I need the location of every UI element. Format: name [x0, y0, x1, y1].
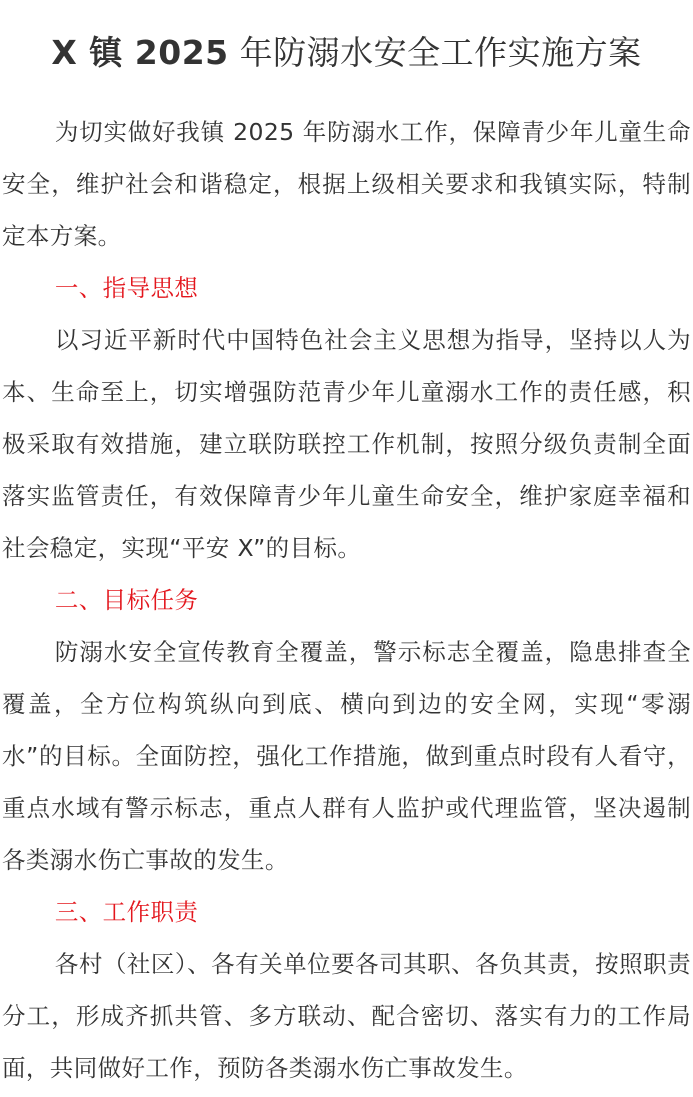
document-title [2, 0, 691, 85]
document-body [2, 106, 691, 1094]
section-heading-goals-tasks: 二、目标任务 [54, 586, 199, 614]
section-heading-guiding-ideology: 一、指导思想 [54, 274, 199, 302]
section-body-responsibilities: 各村（社区）、各有关单位要各司其职、各负其责，按照职责分工，形成齐抓共管、多方联动、配合密切、落实有力的工作局面，共同做好工作，预防各类溺水伤亡事故发生。 [2, 950, 691, 1082]
section-body-guiding-ideology: 以习近平新时代中国特色社会主义思想为指导，坚持以人为本、生命至上，切实增强防范青少年儿童溺水工作的责任感，积极采取有效措施，建立联防联控工作机制，按照分级负责制全面落实监管责任，有效保障青少年儿童生命安全，维护家庭幸福和社会稳定，实现“平安 X”的目标。 [2, 326, 691, 562]
section-heading-responsibilities: 三、工作职责 [54, 898, 199, 926]
title-suffix: 年防溺水安全工作实施方案 [228, 33, 642, 72]
section-body-goals-tasks: 防溺水安全宣传教育全覆盖，警示标志全覆盖，隐患排查全覆盖，全方位构筑纵向到底、横向到边的安全网，实现“零溺水”的目标。全面防控，强化工作措施，做到重点时段有人看守，重点水域有警示标志，重点人群有人监护或代理监管，坚决遏制各类溺水伤亡事故的发生。 [2, 638, 691, 874]
intro-paragraph: 为切实做好我镇 2025 年防溺水工作，保障青少年儿童生命安全，维护社会和谐稳定，根据上级相关要求和我镇实际，特制定本方案。 [2, 118, 691, 250]
title-prefix: X 镇 2025 [51, 33, 229, 72]
